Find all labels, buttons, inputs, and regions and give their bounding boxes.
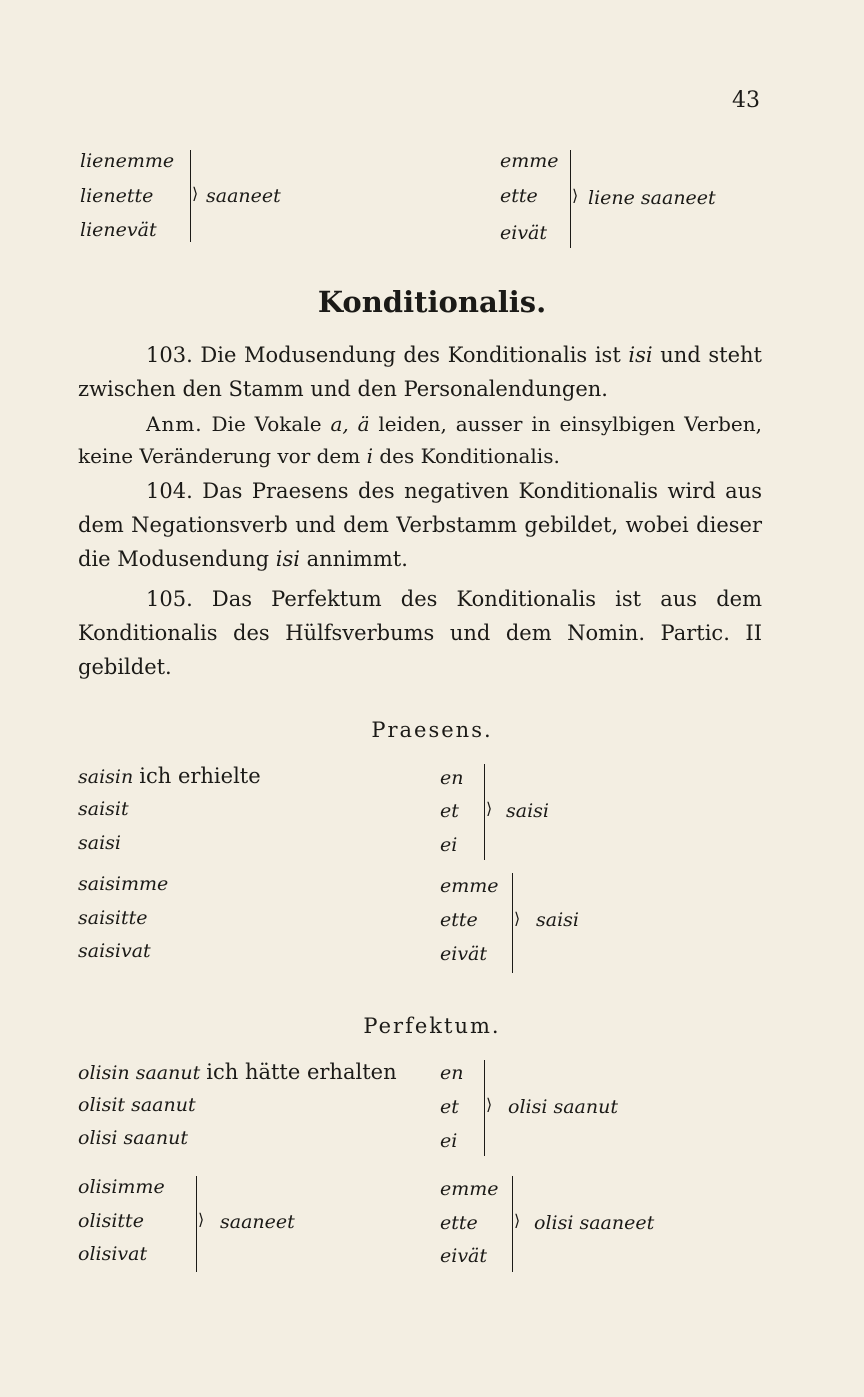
paradigm-form: saisi bbox=[78, 832, 121, 854]
paradigm-form: olisimme bbox=[78, 1176, 165, 1198]
paradigm-ending: ei bbox=[440, 1130, 458, 1152]
paradigm-ending: eivät bbox=[440, 943, 488, 965]
brace bbox=[512, 1176, 513, 1272]
paradigm-form: olisin saanut bbox=[78, 1062, 201, 1084]
paradigm-ending: ette bbox=[440, 1212, 478, 1234]
paradigm-row bbox=[78, 1060, 397, 1084]
paradigm-form: saisivat bbox=[78, 940, 151, 962]
paradigm-aux: saaneet bbox=[206, 185, 281, 207]
ending-term: isi bbox=[628, 343, 653, 367]
brace bbox=[196, 1176, 197, 1272]
paragraph-105 bbox=[78, 582, 762, 684]
paragraph-text: annimmt. bbox=[306, 547, 408, 571]
paragraph-104 bbox=[78, 474, 762, 576]
brace-point: ⟩ bbox=[572, 186, 579, 205]
brace bbox=[512, 873, 513, 973]
paradigm-form: lienevät bbox=[80, 219, 157, 241]
paradigm-ending: emme bbox=[500, 150, 559, 172]
paradigm-ending: emme bbox=[440, 1178, 499, 1200]
paradigm-ending: en bbox=[440, 767, 464, 789]
brace bbox=[190, 150, 191, 242]
paradigm-form: saisin bbox=[78, 766, 134, 788]
paradigm-ending: eivät bbox=[440, 1245, 488, 1267]
brace bbox=[570, 150, 571, 248]
paradigm-aux: saaneet bbox=[220, 1211, 295, 1233]
paradigm-form: saisitte bbox=[78, 907, 148, 929]
section-heading: Konditionalis. bbox=[317, 285, 547, 319]
brace bbox=[484, 1060, 485, 1156]
letter-term: i bbox=[366, 444, 373, 468]
annotation bbox=[78, 408, 762, 472]
annotation-text: leiden, ausser in einsylbigen Verben, keine Veränderung vor dem bbox=[78, 412, 762, 468]
paragraph-text: Das Perfektum des Konditionalis ist aus dem Konditionalis des Hülfsverbums und dem Nomin. Partic. II gebildet. bbox=[78, 587, 762, 679]
paradigm-ending: et bbox=[440, 800, 459, 822]
paradigm-row bbox=[78, 764, 261, 788]
paradigm-form: saisimme bbox=[78, 873, 169, 895]
brace bbox=[484, 764, 485, 860]
brace-point: ⟩ bbox=[192, 184, 199, 203]
page-number: 43 bbox=[732, 88, 760, 113]
paradigm-form: liene saaneet bbox=[588, 187, 716, 209]
translation: ich hätte erhalten bbox=[206, 1060, 397, 1084]
vowel-terms: a, ä bbox=[330, 412, 370, 436]
brace-point: ⟩ bbox=[486, 799, 493, 818]
paradigm-ending: en bbox=[440, 1062, 464, 1084]
ending-term: isi bbox=[275, 547, 300, 571]
paragraph-number: 103. bbox=[146, 343, 193, 367]
paragraph-number: 104. bbox=[146, 479, 193, 503]
paragraph-text: und steht zwischen den Stamm und den Personalendungen. bbox=[78, 343, 762, 401]
paradigm-form: olisitte bbox=[78, 1210, 144, 1232]
paradigm-form: saisit bbox=[78, 798, 129, 820]
paragraph-text: Das Praesens des negativen Konditionalis wird aus dem Negationsverb und dem Verbstamm gebildet, wobei dieser die Modusendung bbox=[78, 479, 762, 571]
paradigm-form: saisi bbox=[536, 909, 579, 931]
paradigm-ending: ette bbox=[500, 185, 538, 207]
brace-point: ⟩ bbox=[486, 1095, 493, 1114]
paradigm-form: lienette bbox=[80, 185, 154, 207]
perfektum-heading: Perfektum. bbox=[363, 1014, 501, 1038]
annotation-label: Anm. bbox=[146, 412, 203, 436]
paradigm-ending: eivät bbox=[500, 222, 548, 244]
paradigm-ending: emme bbox=[440, 875, 499, 897]
brace-point: ⟩ bbox=[198, 1210, 205, 1229]
brace-point: ⟩ bbox=[514, 909, 521, 928]
annotation-text: des Konditionalis. bbox=[379, 444, 560, 468]
paradigm-form: olisi saanut bbox=[78, 1127, 188, 1149]
annotation-text: Die Vokale bbox=[211, 412, 322, 436]
paradigm-form: olisivat bbox=[78, 1243, 148, 1265]
paradigm-form: olisi saaneet bbox=[534, 1212, 655, 1234]
paradigm-form: olisi saanut bbox=[508, 1096, 618, 1118]
paradigm-ending: ette bbox=[440, 909, 478, 931]
paragraph-text: Die Modusendung des Konditionalis ist bbox=[200, 343, 621, 367]
paragraph-number: 105. bbox=[146, 587, 193, 611]
paradigm-ending: ei bbox=[440, 834, 458, 856]
translation: ich erhielte bbox=[139, 764, 261, 788]
praesens-heading: Praesens. bbox=[371, 718, 493, 742]
paragraph-103 bbox=[78, 338, 762, 406]
paradigm-ending: et bbox=[440, 1096, 459, 1118]
paradigm-form: saisi bbox=[506, 800, 549, 822]
paradigm-form: lienemme bbox=[80, 150, 175, 172]
paradigm-form: olisit saanut bbox=[78, 1094, 196, 1116]
brace-point: ⟩ bbox=[514, 1211, 521, 1230]
